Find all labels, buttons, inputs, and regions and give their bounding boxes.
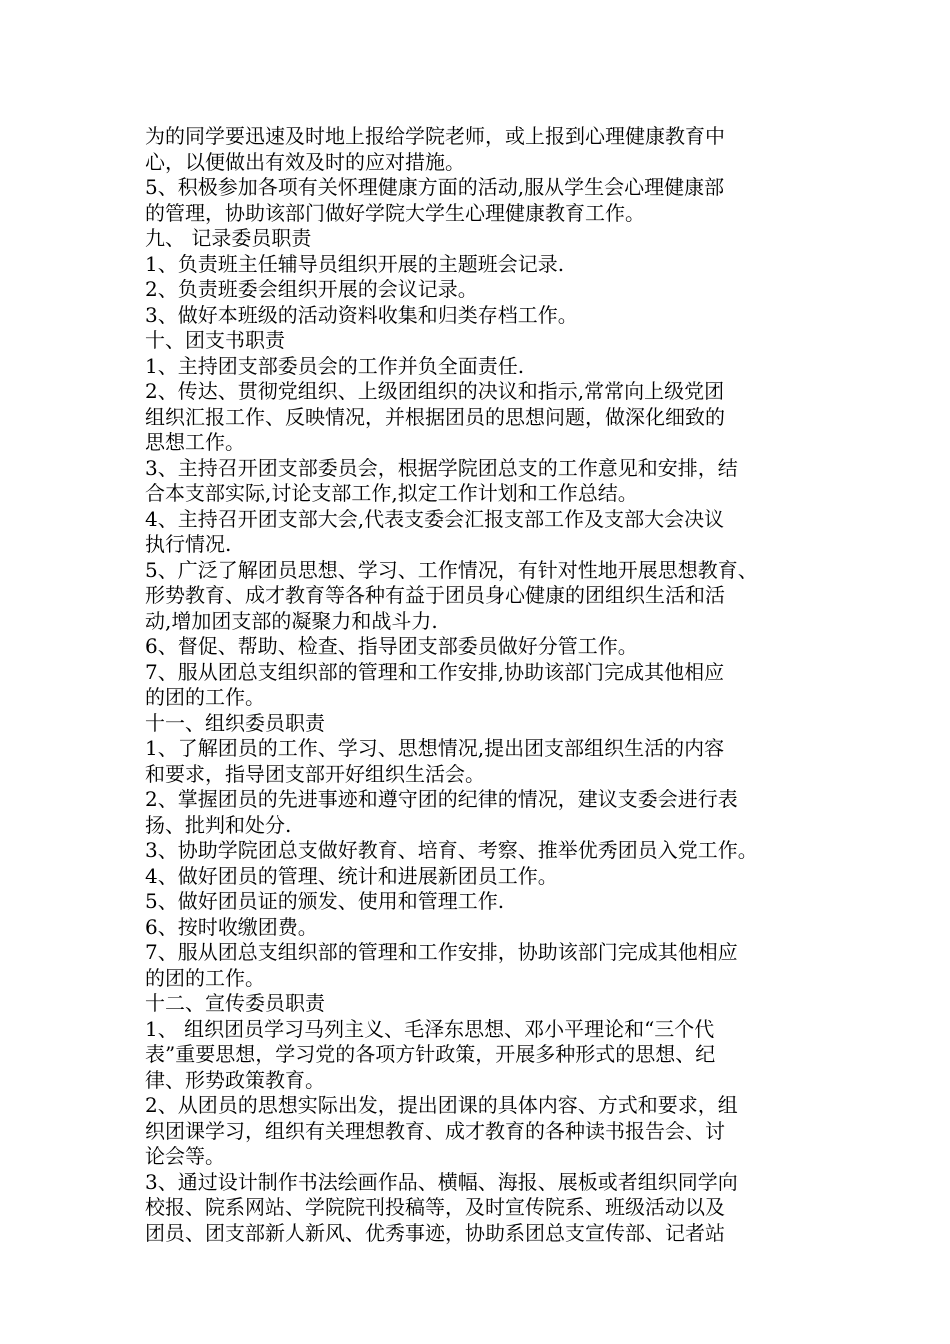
text-line: 3、做好本班级的活动资料收集和归类存档工作。 xyxy=(145,302,578,327)
text-line: 1、主持团支部委员会的工作并负全面责任. xyxy=(145,353,525,378)
text-line: 的团的工作。 xyxy=(145,965,265,990)
text-line: 和要求，指导团支部开好组织生活会。 xyxy=(145,761,485,786)
text-line: 思想工作。 xyxy=(145,430,245,454)
text-line: 4、主持召开团支部大会,代表支委会汇报支部工作及支部大会决议 xyxy=(145,506,725,531)
text-line: 3、主持召开团支部委员会，根据学院团总支的工作意见和安排，结 xyxy=(145,455,738,480)
text-line: 1、了解团员的工作、学习、思想情况,提出团支部组织生活的内容 xyxy=(145,736,725,760)
text-line: 4、做好团员的管理、统计和进展新团员工作。 xyxy=(145,863,558,888)
text-line: 2、传达、贯彻党组织、上级团组织的决议和指示,常常向上级党团 xyxy=(145,379,725,403)
text-line: 6、按时收缴团费。 xyxy=(145,914,318,939)
text-line: 7、服从团总支组织部的管理和工作安排，协助该部门完成其他相应 xyxy=(145,940,738,964)
section-heading: 十、团支书职责 xyxy=(145,328,285,352)
text-line: 2、从团员的思想实际出发，提出团课的具体内容、方式和要求，组 xyxy=(145,1093,738,1117)
text-line: 团员、团支部新人新风、优秀事迹，协助系团总支宣传部、记者站 xyxy=(145,1220,725,1245)
text-line: 3、通过设计制作书法绘画作品、横幅、海报、展板或者组织同学向 xyxy=(145,1169,738,1194)
text-line: 扬、批判和处分. xyxy=(145,812,292,837)
section-heading: 九、 记录委员职责 xyxy=(145,226,312,250)
text-line: 5、广泛了解团员思想、学习、工作情况，有针对性地开展思想教育、 xyxy=(145,557,758,582)
text-line: 校报、院系网站、学院院刊投稿等，及时宣传院系、班级活动以及 xyxy=(145,1195,725,1219)
text-line: 组织汇报工作、反映情况，并根据团员的思想问题，做深化细致的 xyxy=(145,404,725,429)
text-line: 3、协助学院团总支做好教育、培育、考察、推举优秀团员入党工作。 xyxy=(145,838,758,862)
text-line: 合本支部实际,讨论支部工作,拟定工作计划和工作总结。 xyxy=(145,481,638,505)
text-line: 5、积极参加各项有关怀理健康方面的活动,服从学生会心理健康部 xyxy=(145,175,725,199)
text-line: 1、 组织团员学习马列主义、毛泽东思想、邓小平理论和“三个代 xyxy=(145,1016,715,1041)
text-line: 2、掌握团员的先进事迹和遵守团的纪律的情况，建议支委会进行表 xyxy=(145,787,738,811)
text-line: 5、做好团员证的颁发、使用和管理工作. xyxy=(145,889,505,913)
text-line: 为的同学要迅速及时地上报给学院老师，或上报到心理健康教育中 xyxy=(145,124,725,148)
text-line: 心，以便做出有效及时的应对措施。 xyxy=(145,149,465,174)
text-line: 1、负责班主任辅导员组织开展的主题班会记录. xyxy=(145,251,565,276)
text-line: 6、督促、帮助、检查、指导团支部委员做好分管工作。 xyxy=(145,634,638,658)
text-line: 的管理，协助该部门做好学院大学生心理健康教育工作。 xyxy=(145,200,645,225)
text-line: 织团课学习，组织有关理想教育、成才教育的各种读书报告会、讨 xyxy=(145,1118,725,1143)
text-line: 7、服从团总支组织部的管理和工作安排,协助该部门完成其他相应 xyxy=(145,659,725,684)
text-line: 表”重要思想，学习党的各项方针政策，开展多种形式的思想、纪 xyxy=(145,1042,716,1066)
text-line: 的团的工作。 xyxy=(145,685,265,709)
text-line: 动,增加团支部的凝聚力和战斗力. xyxy=(145,608,438,633)
text-line: 律、形势政策教育。 xyxy=(145,1067,325,1092)
section-heading: 十一、组织委员职责 xyxy=(145,710,325,735)
text-line: 形势教育、成才教育等各种有益于团员身心健康的团组织生活和活 xyxy=(145,583,725,607)
section-heading: 十二、宣传委员职责 xyxy=(145,991,325,1015)
text-line: 执行情况. xyxy=(145,532,232,556)
text-line: 论会等。 xyxy=(145,1144,225,1168)
text-line: 2、负责班委会组织开展的会议记录。 xyxy=(145,277,478,301)
